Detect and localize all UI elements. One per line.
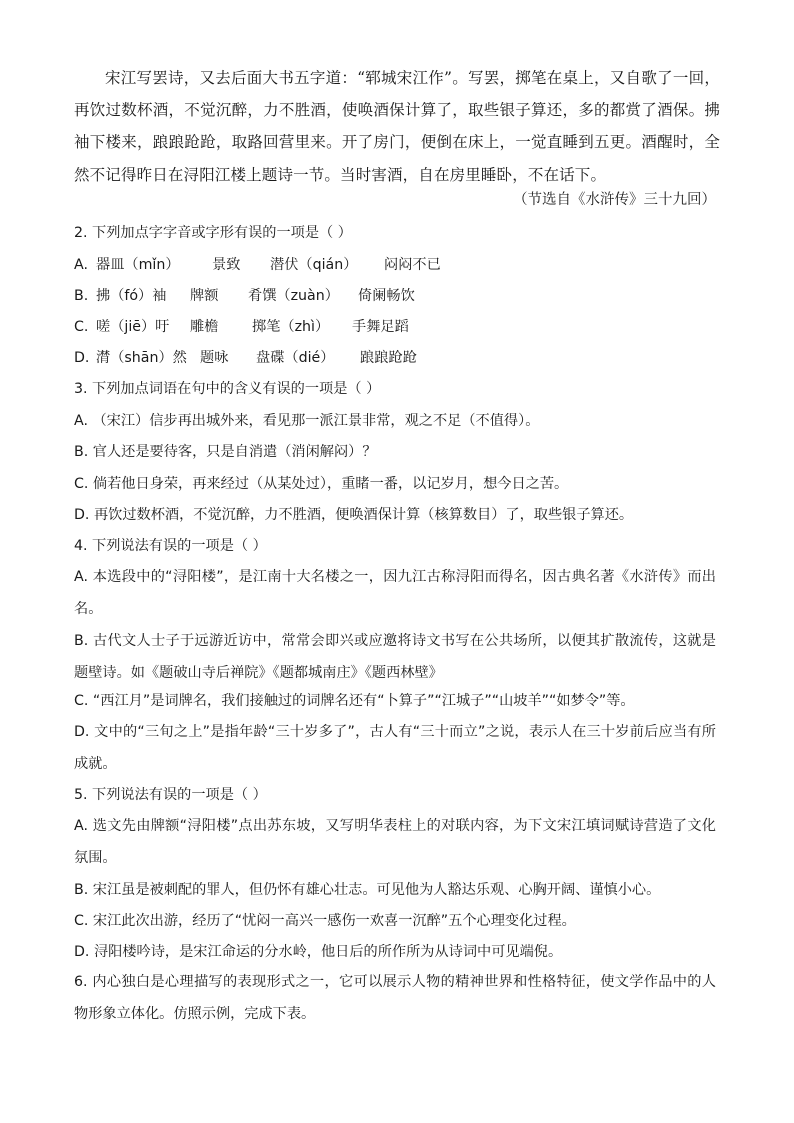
q5-option-b: B. 宋江虽是被刺配的罪人，但仍怀有雄心壮志。可见他为人豁达乐观、心胸开阔、谨慎小心。 [74, 882, 661, 898]
q2-option-c-item: 雕檐 [190, 319, 219, 335]
q4-stem: 4. 下列说法有误的一项是（ ） [74, 538, 267, 554]
q5-stem: 5. 下列说法有误的一项是（ ） [74, 787, 267, 803]
passage-source: （节选自《水浒传》三十九回） [513, 192, 716, 208]
q2-option-b-item: 肴馔（zuàn） [248, 288, 339, 304]
q2-option-d-prefix: D. [74, 350, 90, 366]
q3-option-a: A. （宋江）信步再出城外来，看见那一派江景非常，观之不足（不值得）。 [74, 413, 540, 429]
q2-option-c [74, 317, 409, 337]
q3-option-d: D. 再饮过数杯酒，不觉沉醉，力不胜酒，便唤酒保计算（核算数目）了，取些银子算还。 [74, 507, 634, 523]
q3-option-c: C. 倘若他日身荣，再来经过（从某处过），重睹一番，以记岁月，想今日之苦。 [74, 476, 569, 492]
q2-option-d-item: 题咏 [200, 350, 229, 366]
q6-stem: 6. 内心独白是心理描写的表现形式之一，它可以展示人物的精神世界和性格特征，使文学作品中的人物形象立体化。仿照示例，完成下表。 [74, 974, 716, 1022]
q2-option-b-prefix: B. [74, 288, 89, 304]
q2-option-d-item: 踉踉跄跄 [360, 350, 417, 366]
q2-option-a-item: 潜伏（qián） [270, 257, 358, 273]
passage-text: 宋江写罢诗，又去后面大书五字道：“郓城宋江作”。写罢，掷笔在桌上，又自歌了一回，再饮过数杯酒，不觉沉醉，力不胜酒，使唤酒保计算了，取些银子算还，多的都赏了酒保。拂袖下楼来，踉踉跄跄，取路回营里来。开了房门，便倒在床上，一觉直睡到五更。酒醒时，全然不记得昨日在浔阳江楼上题诗一节。当时害酒，自在房里睡卧，不在话下。 [74, 69, 720, 184]
q2-option-a-item: 景致 [212, 257, 241, 273]
q2-option-a-item: 器皿（mǐn） [96, 257, 180, 273]
q3-stem: 3. 下列加点词语在句中的含义有误的一项是（ ） [74, 381, 381, 397]
q4-option-c: C. “西江月”是词牌名，我们接触过的词牌名还有“卜算子”“江城子”“山坡羊”“如梦令”等。 [74, 693, 635, 709]
q2-option-c-item: 嗟（jiē）吁 [96, 319, 170, 335]
q3-option-b: B. 官人还是要待客，只是自消遣（消闲解闷）？ [74, 444, 377, 460]
q4-option-a: A. 本选段中的“浔阳楼”，是江南十大名楼之一，因九江古称浔阳而得名，因古典名著《水浒传》而出名。 [74, 569, 716, 617]
q2-option-d [74, 348, 417, 368]
q2-option-b-item: 拂（fó）袖 [96, 288, 167, 304]
q2-option-b-item: 牌额 [190, 288, 219, 304]
q2-stem: 2. 下列加点字字音或字形有误的一项是（ ） [74, 225, 352, 241]
q5-option-a: A. 选文先由牌额“浔阳楼”点出苏东坡，又写明华表柱上的对联内容，为下文宋江填词赋诗营造了文化氛围。 [74, 818, 716, 866]
q2-option-c-prefix: C. [74, 319, 89, 335]
q2-option-a-prefix: A. [74, 257, 88, 273]
q2-option-d-item: 潸（shān）然 [96, 350, 187, 366]
q2-option-a-item: 闷闷不已 [384, 257, 441, 273]
q2-option-a [74, 255, 441, 275]
q2-option-c-item: 掷笔（zhì） [252, 319, 330, 335]
q2-option-c-item: 手舞足蹈 [352, 319, 409, 335]
q5-option-d: D. 浔阳楼吟诗，是宋江命运的分水岭，他日后的所作所为从诗词中可见端倪。 [74, 944, 563, 960]
q4-option-d: D. 文中的“三旬之上”是指年龄“三十岁多了”，古人有“三十而立”之说，表示人在三十岁前后应当有所成就。 [74, 724, 716, 772]
q2-option-b-item: 倚阑畅饮 [358, 288, 415, 304]
q2-option-b [74, 286, 415, 306]
q2-option-d-item: 盘碟（dié） [256, 350, 335, 366]
q5-option-c: C. 宋江此次出游，经历了“忧闷一高兴一感伤一欢喜一沉醉”五个心理变化过程。 [74, 913, 576, 929]
q4-option-b: B. 古代文人士子于远游近访中，常常会即兴或应邀将诗文书写在公共场所，以便其扩散流传，这就是题壁诗。如《题破山寺后禅院》《题都城南庄》《题西林壁》 [74, 633, 716, 681]
